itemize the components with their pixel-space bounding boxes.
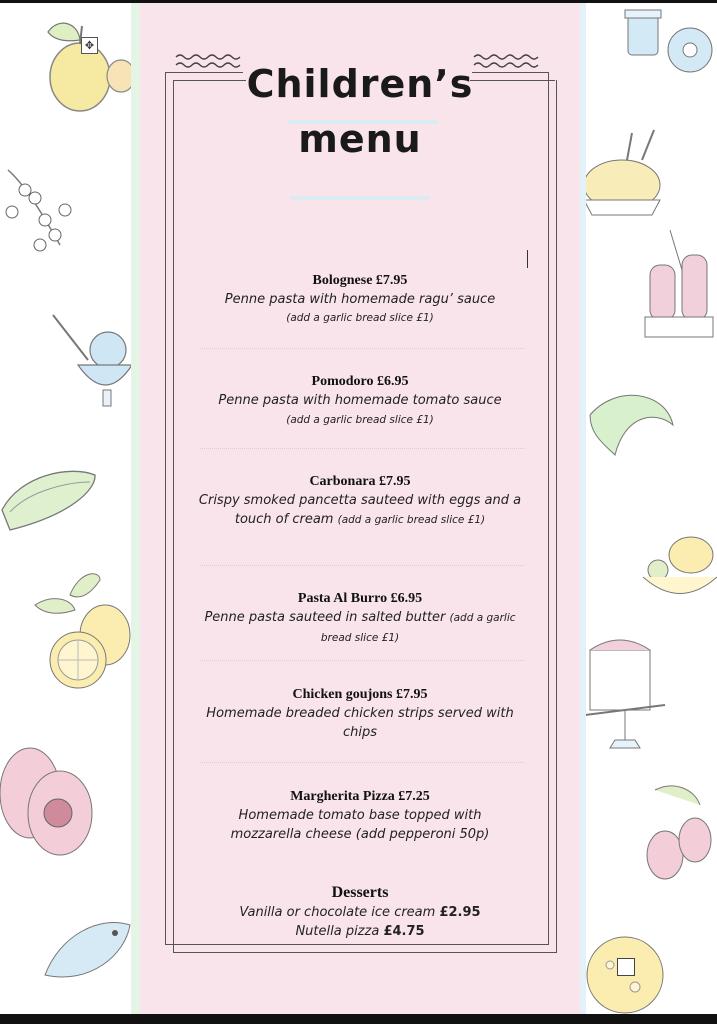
bottom-border bbox=[0, 1014, 717, 1024]
panel-right-edge bbox=[580, 3, 586, 1014]
menu-title-line-1: Children’s bbox=[246, 62, 474, 106]
divider bbox=[200, 565, 525, 567]
dessert-line bbox=[190, 903, 530, 922]
divider bbox=[200, 762, 525, 764]
item-description bbox=[190, 608, 530, 648]
item-name: Pasta Al Burro £6.95 bbox=[297, 591, 423, 606]
avocado-doodle-icon bbox=[0, 738, 95, 863]
item-name: Margherita Pizza £7.25 bbox=[290, 789, 430, 804]
text-cursor bbox=[527, 250, 528, 268]
item-name: Bolognese £7.95 bbox=[312, 273, 408, 288]
item-extra: (add a garlic bread slice £1) bbox=[286, 312, 434, 324]
ice-cream-bowl-doodle-icon bbox=[48, 310, 133, 420]
dessert-name: Vanilla or chocolate ice cream bbox=[239, 905, 436, 920]
divider bbox=[200, 660, 525, 662]
menu-item-pasta-al-burro bbox=[190, 590, 530, 648]
item-name: Chicken goujons £7.95 bbox=[292, 687, 428, 702]
menu-item-carbonara bbox=[190, 473, 530, 530]
item-extra: (add a garlic bread slice £1) bbox=[337, 514, 486, 526]
item-description-text: Penne pasta with homemade tomato sauce bbox=[218, 393, 502, 408]
baguette-sandwich-doodle-icon bbox=[0, 460, 100, 540]
apple-doodle-icon bbox=[18, 12, 138, 122]
item-extra: (add a garlic bread slice £1) bbox=[320, 612, 516, 644]
menu-item-bolognese bbox=[190, 272, 530, 328]
item-description: Penne pasta with homemade ragu’ sauce bbox=[224, 292, 496, 307]
title-underline-2 bbox=[290, 196, 430, 200]
panel-left-edge bbox=[131, 3, 140, 1014]
dessert-price: £4.75 bbox=[383, 924, 425, 939]
divider bbox=[200, 448, 525, 450]
dessert-line bbox=[190, 922, 530, 941]
item-description: Homemade tomato base topped with mozzarella cheese (add pepperoni 50p) bbox=[230, 808, 490, 842]
desserts-section bbox=[190, 883, 530, 941]
divider bbox=[200, 348, 525, 350]
item-description: Homemade breaded chicken strips served with chips bbox=[206, 706, 514, 740]
lemon-doodle-icon bbox=[30, 565, 135, 695]
berries-doodle-icon bbox=[0, 150, 85, 270]
coffee-donut-doodle-icon bbox=[620, 5, 717, 90]
fish-doodle-icon bbox=[40, 905, 135, 1000]
item-description bbox=[190, 491, 530, 530]
menu-title-line-2: menu bbox=[298, 117, 422, 161]
cake-stand-doodle-icon bbox=[585, 630, 675, 765]
menu-item-pomodoro bbox=[190, 373, 530, 430]
dessert-price: £2.95 bbox=[439, 905, 481, 920]
menu-item-chicken-goujons bbox=[190, 686, 530, 742]
roast-chicken-doodle-icon bbox=[582, 125, 672, 225]
resize-handle-icon[interactable] bbox=[617, 958, 635, 976]
menu-item-margherita-pizza bbox=[190, 788, 530, 844]
dessert-name: Nutella pizza bbox=[295, 924, 380, 939]
item-description bbox=[190, 391, 530, 430]
croissant-doodle-icon bbox=[585, 385, 680, 485]
desserts-heading: Desserts bbox=[331, 884, 389, 901]
item-description-text: Penne pasta sauteed in salted butter bbox=[204, 610, 446, 625]
move-handle-icon[interactable]: ✥ bbox=[81, 37, 98, 54]
figs-doodle-icon bbox=[640, 780, 717, 895]
item-name: Pomodoro £6.95 bbox=[311, 374, 409, 389]
salt-pepper-doodle-icon bbox=[640, 225, 717, 345]
item-description-text: Crispy smoked pancetta sauteed with eggs and a touch of cream bbox=[198, 493, 522, 527]
item-name: Carbonara £7.95 bbox=[309, 474, 411, 489]
fruit-bowl-doodle-icon bbox=[643, 515, 717, 610]
item-extra: (add a garlic bread slice £1) bbox=[286, 414, 434, 426]
